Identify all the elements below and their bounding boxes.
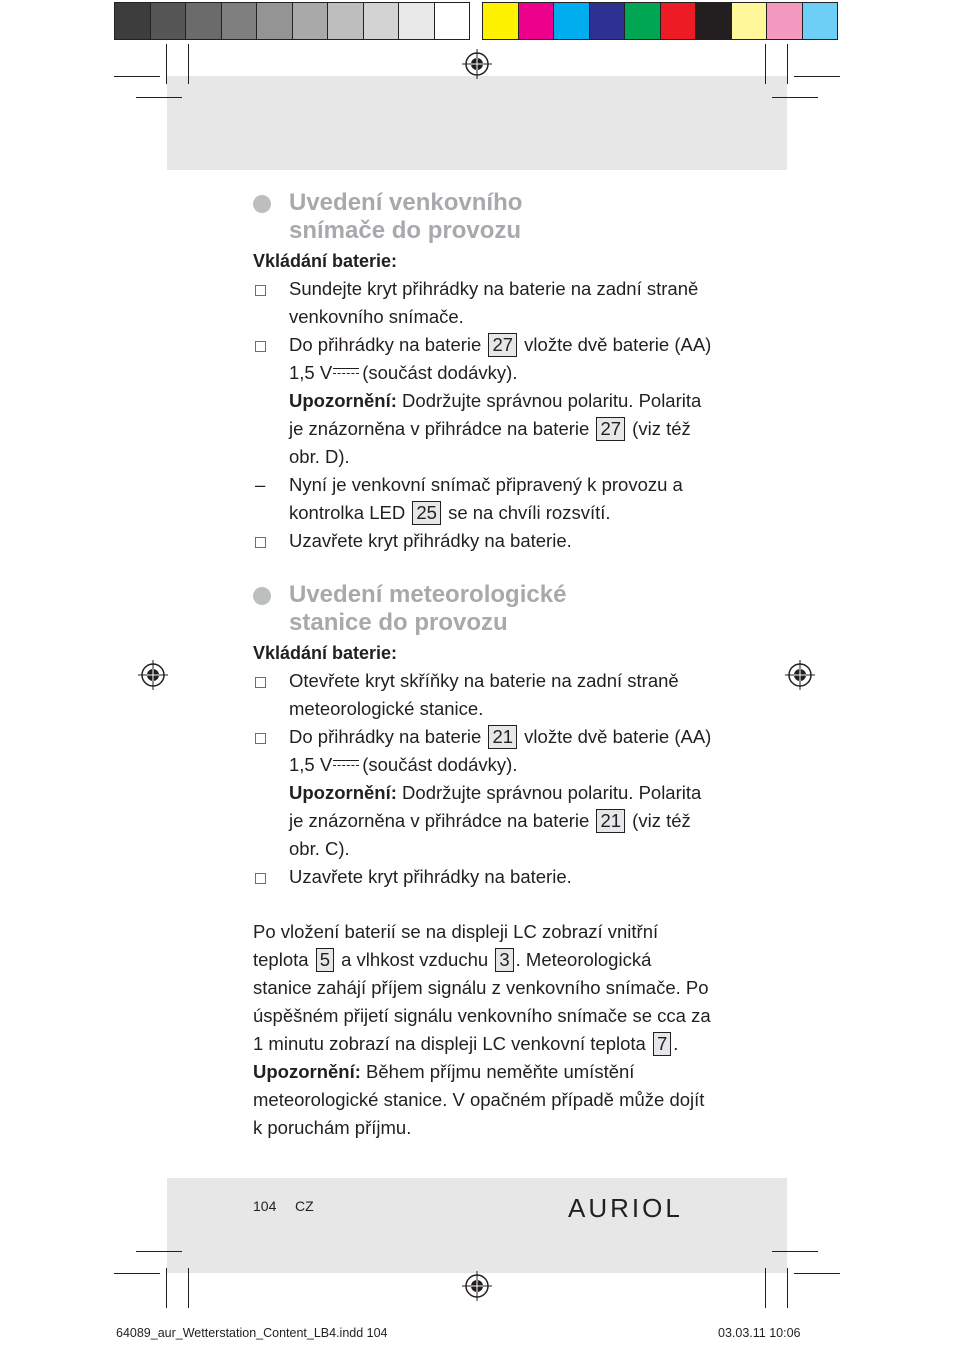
slug-date: 03.03.11 10:06: [718, 1326, 801, 1340]
section-heading: [253, 189, 723, 245]
paragraph-text: Po vložení baterií se na displeji LC zobrazí vnitřní teplota: [253, 921, 659, 970]
list-item: [253, 331, 713, 471]
note-text: Během příjmu neměňte umístění meteorologické stanice. V opačném případě může dojít k poruchám příjmu.: [253, 1061, 705, 1138]
list-item: [253, 863, 713, 891]
step-text: Nyní je venkovní snímač připravený k provozu a kontrolka LED: [289, 474, 683, 523]
note-text: (viz též obr. D).: [289, 418, 691, 467]
step-text: (součást dodávky).: [362, 754, 518, 775]
list-item: [253, 471, 713, 527]
color-swatch: [732, 3, 768, 39]
color-swatch: [590, 3, 626, 39]
top-gray-band: [167, 76, 787, 170]
crop-mark: [794, 1273, 840, 1274]
list-item: [253, 667, 713, 723]
note-text: Dodržujte správnou polaritu. Polarita je znázorněna v přihrádce na baterie: [289, 390, 702, 439]
crop-mark: [166, 1268, 167, 1308]
bullet-icon: [253, 195, 271, 213]
note-text: (viz též obr. C).: [289, 810, 691, 859]
reference-number: 3: [495, 948, 513, 972]
note-text: Dodržujte správnou polaritu. Polarita je znázorněna v přihrádce na baterie: [289, 782, 702, 831]
color-swatch: [767, 3, 803, 39]
color-swatch: [625, 3, 661, 39]
crop-mark: [188, 44, 189, 84]
reference-number: 27: [488, 333, 517, 357]
color-swatch: [554, 3, 590, 39]
note-label: Upozornění:: [289, 390, 397, 411]
crop-mark: [114, 1273, 160, 1274]
step-text: Do přihrádky na baterie: [289, 334, 482, 355]
crop-mark: [787, 1268, 788, 1308]
paragraph-text: a vlhkost vzduchu: [341, 949, 489, 970]
crop-mark: [765, 1268, 766, 1308]
note-label: Upozornění:: [289, 782, 397, 803]
step-text: Do přihrádky na baterie: [289, 726, 482, 747]
gray-swatch: [293, 3, 329, 39]
color-swatch: [696, 3, 732, 39]
color-swatch: [483, 3, 519, 39]
crop-mark: [765, 44, 766, 84]
reference-number: 25: [412, 501, 441, 525]
dc-voltage-icon: [333, 366, 359, 380]
auriol-logo: AURIOL: [568, 1193, 683, 1223]
registration-mark-icon: [138, 660, 168, 690]
reference-number: 5: [316, 948, 334, 972]
gray-swatch: [435, 3, 470, 39]
step-text: (součást dodávky).: [362, 362, 518, 383]
slug-filename: 64089_aur_Wetterstation_Content_LB4.indd 104: [116, 1326, 388, 1340]
registration-mark-icon: [785, 660, 815, 690]
crop-mark: [166, 44, 167, 84]
section-heading: [253, 581, 723, 637]
step-text: Otevřete kryt skříňky na baterie na zadní straně meteorologické stanice.: [289, 670, 679, 719]
section1-body: [253, 247, 713, 555]
language-code: CZ: [295, 1198, 314, 1214]
heading-line: snímače do provozu: [289, 217, 522, 244]
dc-voltage-icon: [333, 758, 359, 772]
step-text: se na chvíli rozsvítí.: [448, 502, 611, 523]
step-text: vložte dvě baterie (AA) 1,5 V: [289, 334, 712, 383]
note-label: Upozornění:: [253, 1061, 361, 1082]
registration-mark-icon: [462, 49, 492, 79]
crop-mark: [114, 76, 160, 77]
paragraph-text: .: [673, 1033, 679, 1054]
color-swatch: [803, 3, 838, 39]
gray-calibration-bar: [114, 2, 470, 40]
crop-mark: [188, 1268, 189, 1308]
color-swatch: [519, 3, 555, 39]
list-item: [253, 527, 713, 555]
gray-swatch: [257, 3, 293, 39]
reference-number: 21: [596, 809, 625, 833]
color-swatch: [661, 3, 697, 39]
gray-swatch: [399, 3, 435, 39]
crop-mark: [136, 97, 182, 98]
gray-swatch: [364, 3, 400, 39]
step-text: Sundejte kryt přihrádky na baterie na zadní straně venkovního snímače.: [289, 278, 699, 327]
heading-line: stanice do provozu: [289, 609, 508, 636]
crop-mark: [772, 1251, 818, 1252]
crop-mark: [787, 44, 788, 84]
list-item: [253, 275, 713, 331]
reference-number: 27: [596, 417, 625, 441]
heading-line: Uvedení meteorologické: [289, 581, 567, 608]
subheading: Vkládání baterie:: [253, 643, 398, 663]
page-number: 104: [253, 1198, 277, 1214]
bullet-icon: [253, 587, 271, 605]
gray-swatch: [222, 3, 258, 39]
reference-number: 7: [653, 1032, 671, 1056]
heading-line: Uvedení venkovního: [289, 189, 523, 216]
section2-body: [253, 639, 713, 891]
gray-swatch: [328, 3, 364, 39]
crop-mark: [794, 76, 840, 77]
body-paragraph: [253, 918, 713, 1142]
bottom-gray-band: [167, 1178, 787, 1273]
crop-mark: [136, 1251, 182, 1252]
paragraph-text: . Meteorologická stanice zahájí příjem signálu z venkovního snímače. Po úspěšném přijetí signálu venkovního snímače se cca za 1 minutu zobrazí na displeji LC venkovní teplota: [253, 949, 711, 1054]
reference-number: 21: [488, 725, 517, 749]
gray-swatch: [151, 3, 187, 39]
crop-mark: [772, 97, 818, 98]
step-text: vložte dvě baterie (AA) 1,5 V: [289, 726, 712, 775]
list-item: [253, 723, 713, 863]
gray-swatch: [115, 3, 151, 39]
color-calibration-bar: [482, 2, 838, 40]
step-text: Uzavřete kryt přihrádky na baterie.: [289, 530, 572, 551]
subheading: Vkládání baterie:: [253, 251, 398, 271]
gray-swatch: [186, 3, 222, 39]
registration-mark-icon: [462, 1271, 492, 1301]
step-text: Uzavřete kryt přihrádky na baterie.: [289, 866, 572, 887]
